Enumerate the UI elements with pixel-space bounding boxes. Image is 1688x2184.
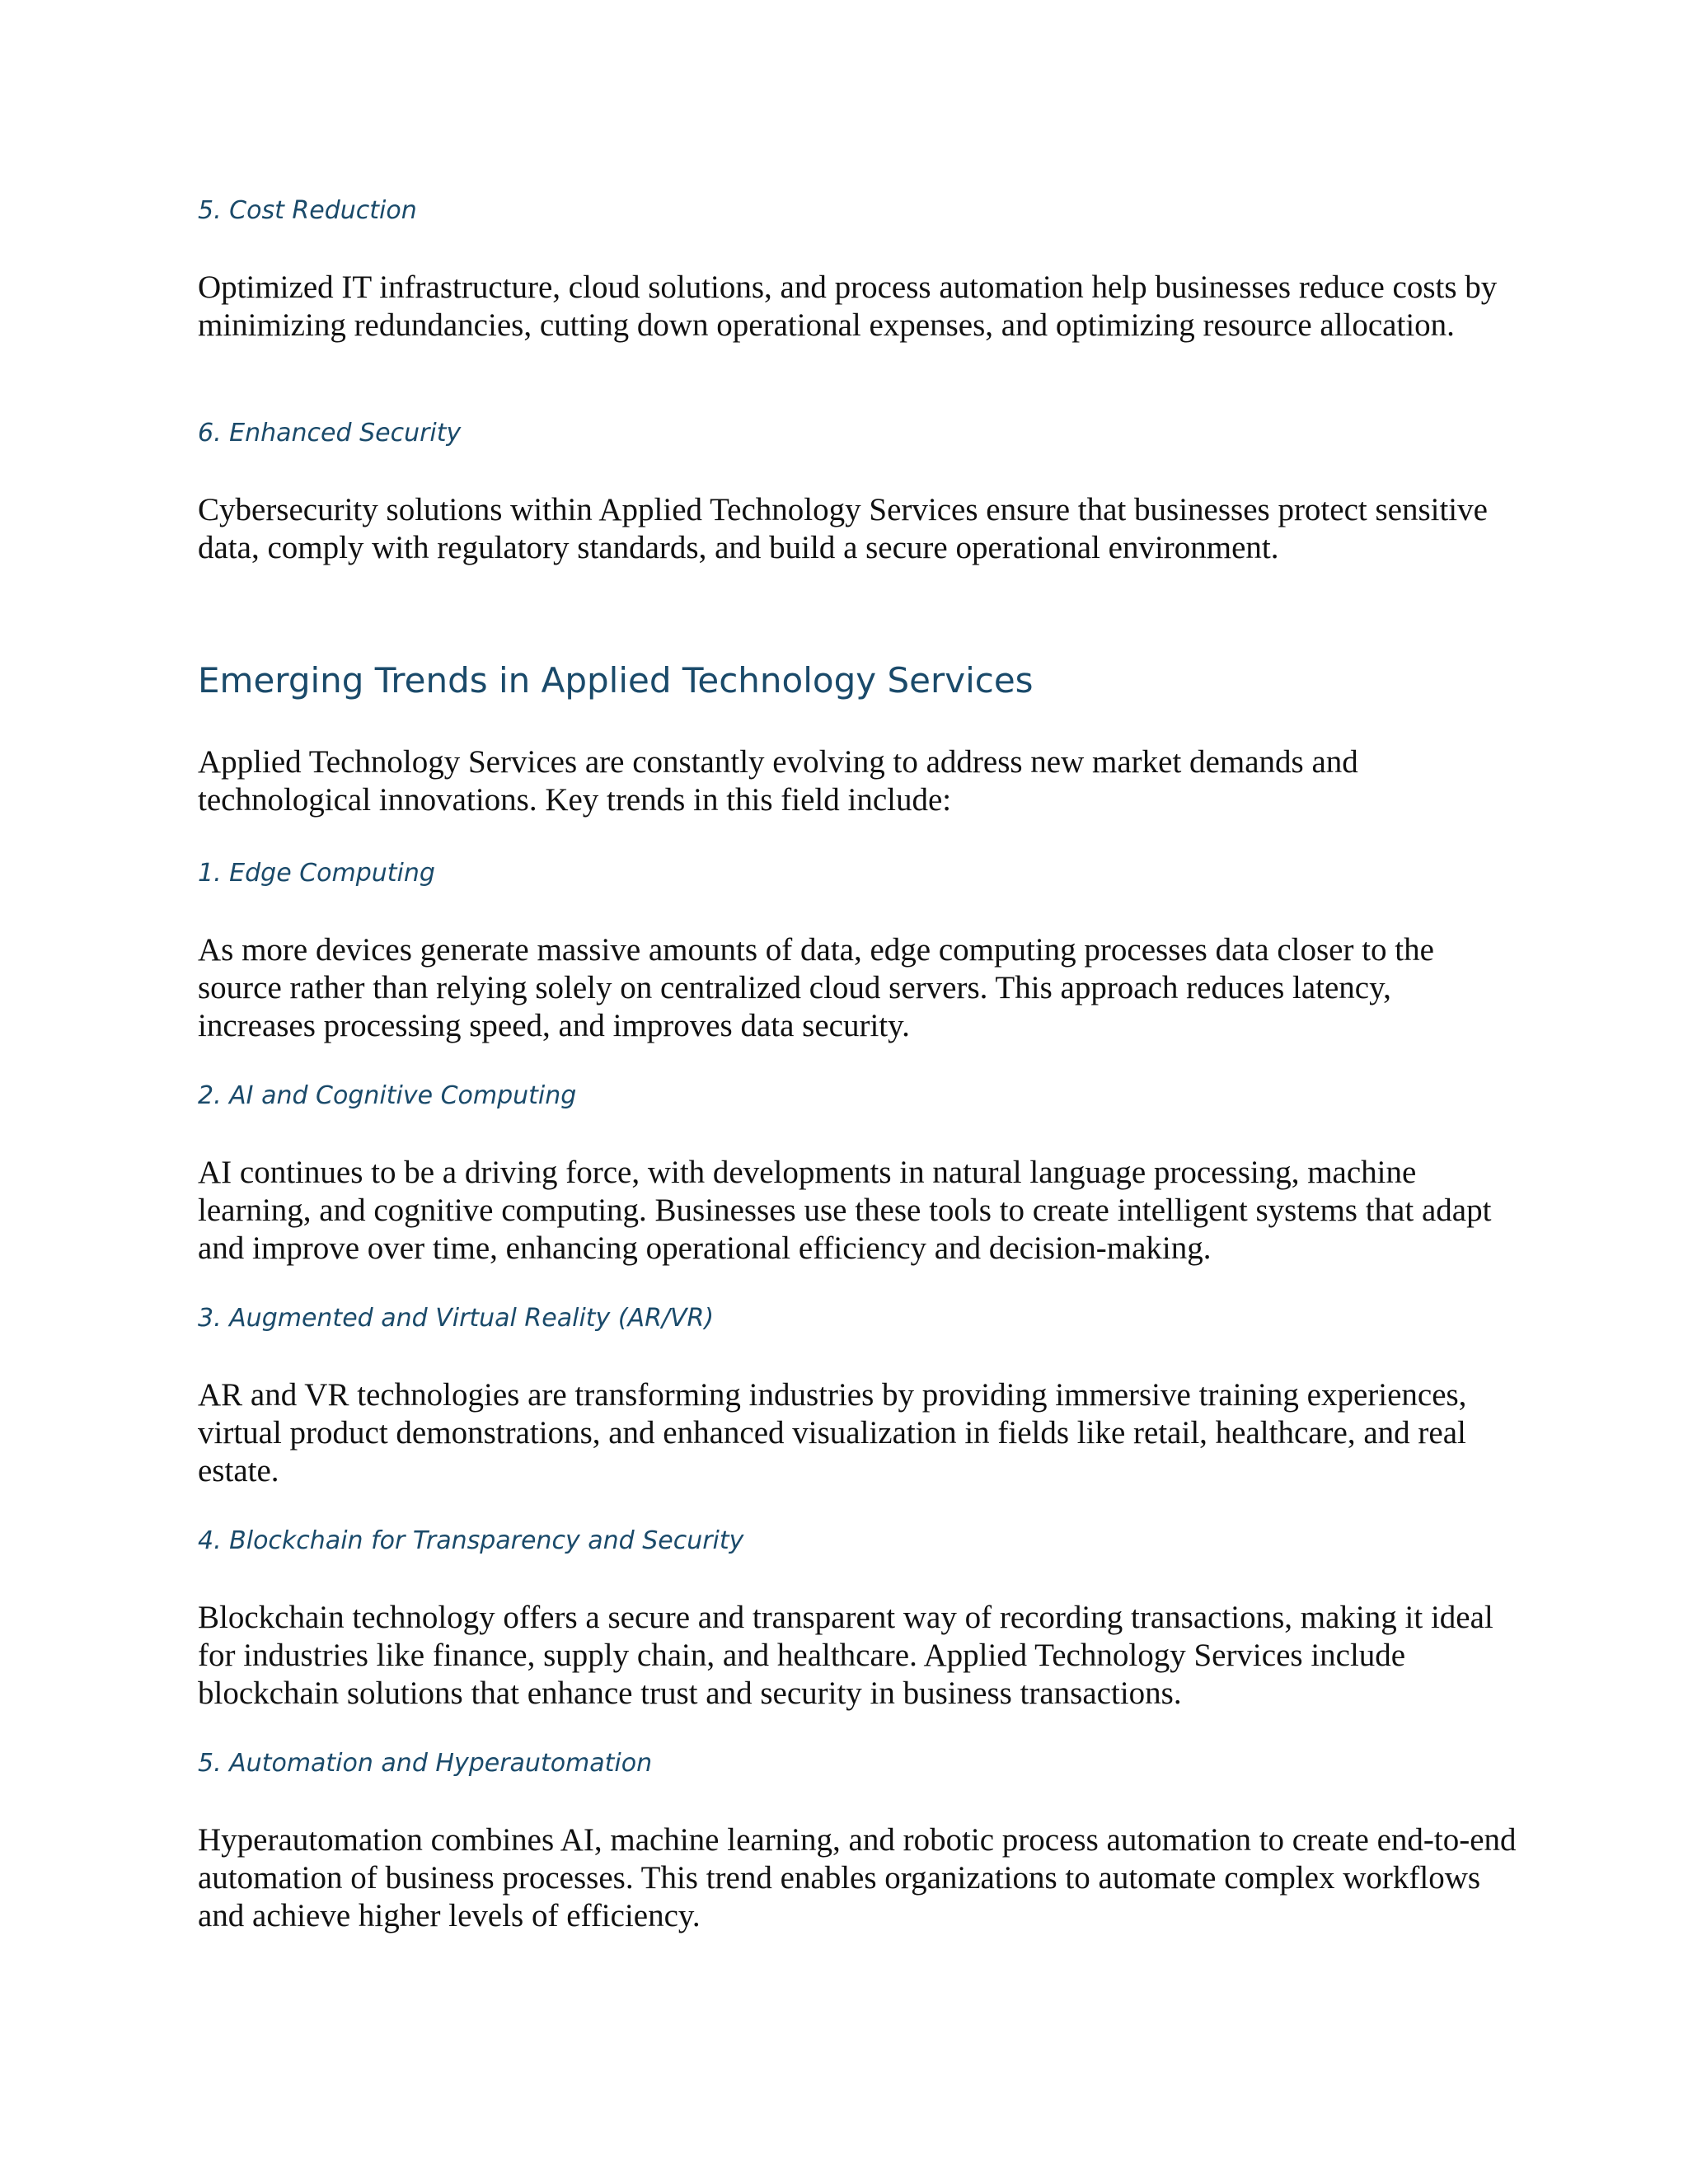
paragraph-hyperautomation: Hyperautomation combines AI, machine learning, and robotic process automation to create end-to-end automation of business processes. This trend enables organizations to automate complex workflows and achieve higher levels of efficiency. <box>198 1822 1517 1933</box>
subheading-cost-reduction: 5. Cost Reduction <box>198 196 417 225</box>
paragraph-ai-cognitive: AI continues to be a driving force, with developments in natural language processing, machine learning, and cognitive computing. Businesses use these tools to create intelligent systems that adapt and improve over time, enhancing operational efficiency and decision-making. <box>198 1155 1492 1266</box>
paragraph-enhanced-security: Cybersecurity solutions within Applied Technology Services ensure that businesses protect sensitive data, comply with regulatory standards, and build a secure operational environment. <box>198 492 1488 565</box>
paragraph-cost-reduction: Optimized IT infrastructure, cloud solutions, and process automation help businesses reduce costs by minimizing redundancies, cutting down operational expenses, and optimizing resource allocation. <box>198 269 1498 343</box>
subheading-enhanced-security: 6. Enhanced Security <box>198 419 462 448</box>
paragraph-ar-vr: AR and VR technologies are transforming industries by providing immersive training experiences, virtual product demonstrations, and enhanced visualization in fields like retail, healthcare, and real estate. <box>198 1377 1467 1488</box>
subheading-ar-vr: 3. Augmented and Virtual Reality (AR/VR) <box>198 1304 715 1333</box>
subheading-edge-computing: 1. Edge Computing <box>198 859 435 888</box>
paragraph-blockchain: Blockchain technology offers a secure and transparent way of recording transactions, making it ideal for industries like finance, supply chain, and healthcare. Applied Technology Services include blockchain solutions that enhance trust and security in business transactions. <box>198 1600 1493 1711</box>
subheading-ai-cognitive: 2. AI and Cognitive Computing <box>198 1081 577 1110</box>
paragraph-trends-intro: Applied Technology Services are constantly evolving to address new market demands and technological innovations. Key trends in this field include: <box>198 744 1358 818</box>
paragraph-edge-computing: As more devices generate massive amounts of data, edge computing processes data closer to the source rather than relying solely on centralized cloud servers. This approach reduces latency, increases processing speed, and improves data security. <box>198 932 1434 1043</box>
subheading-blockchain: 4. Blockchain for Transparency and Security <box>198 1526 744 1555</box>
subheading-hyperautomation: 5. Automation and Hyperautomation <box>198 1749 653 1778</box>
section-title-emerging-trends: Emerging Trends in Applied Technology Services <box>198 660 1034 701</box>
